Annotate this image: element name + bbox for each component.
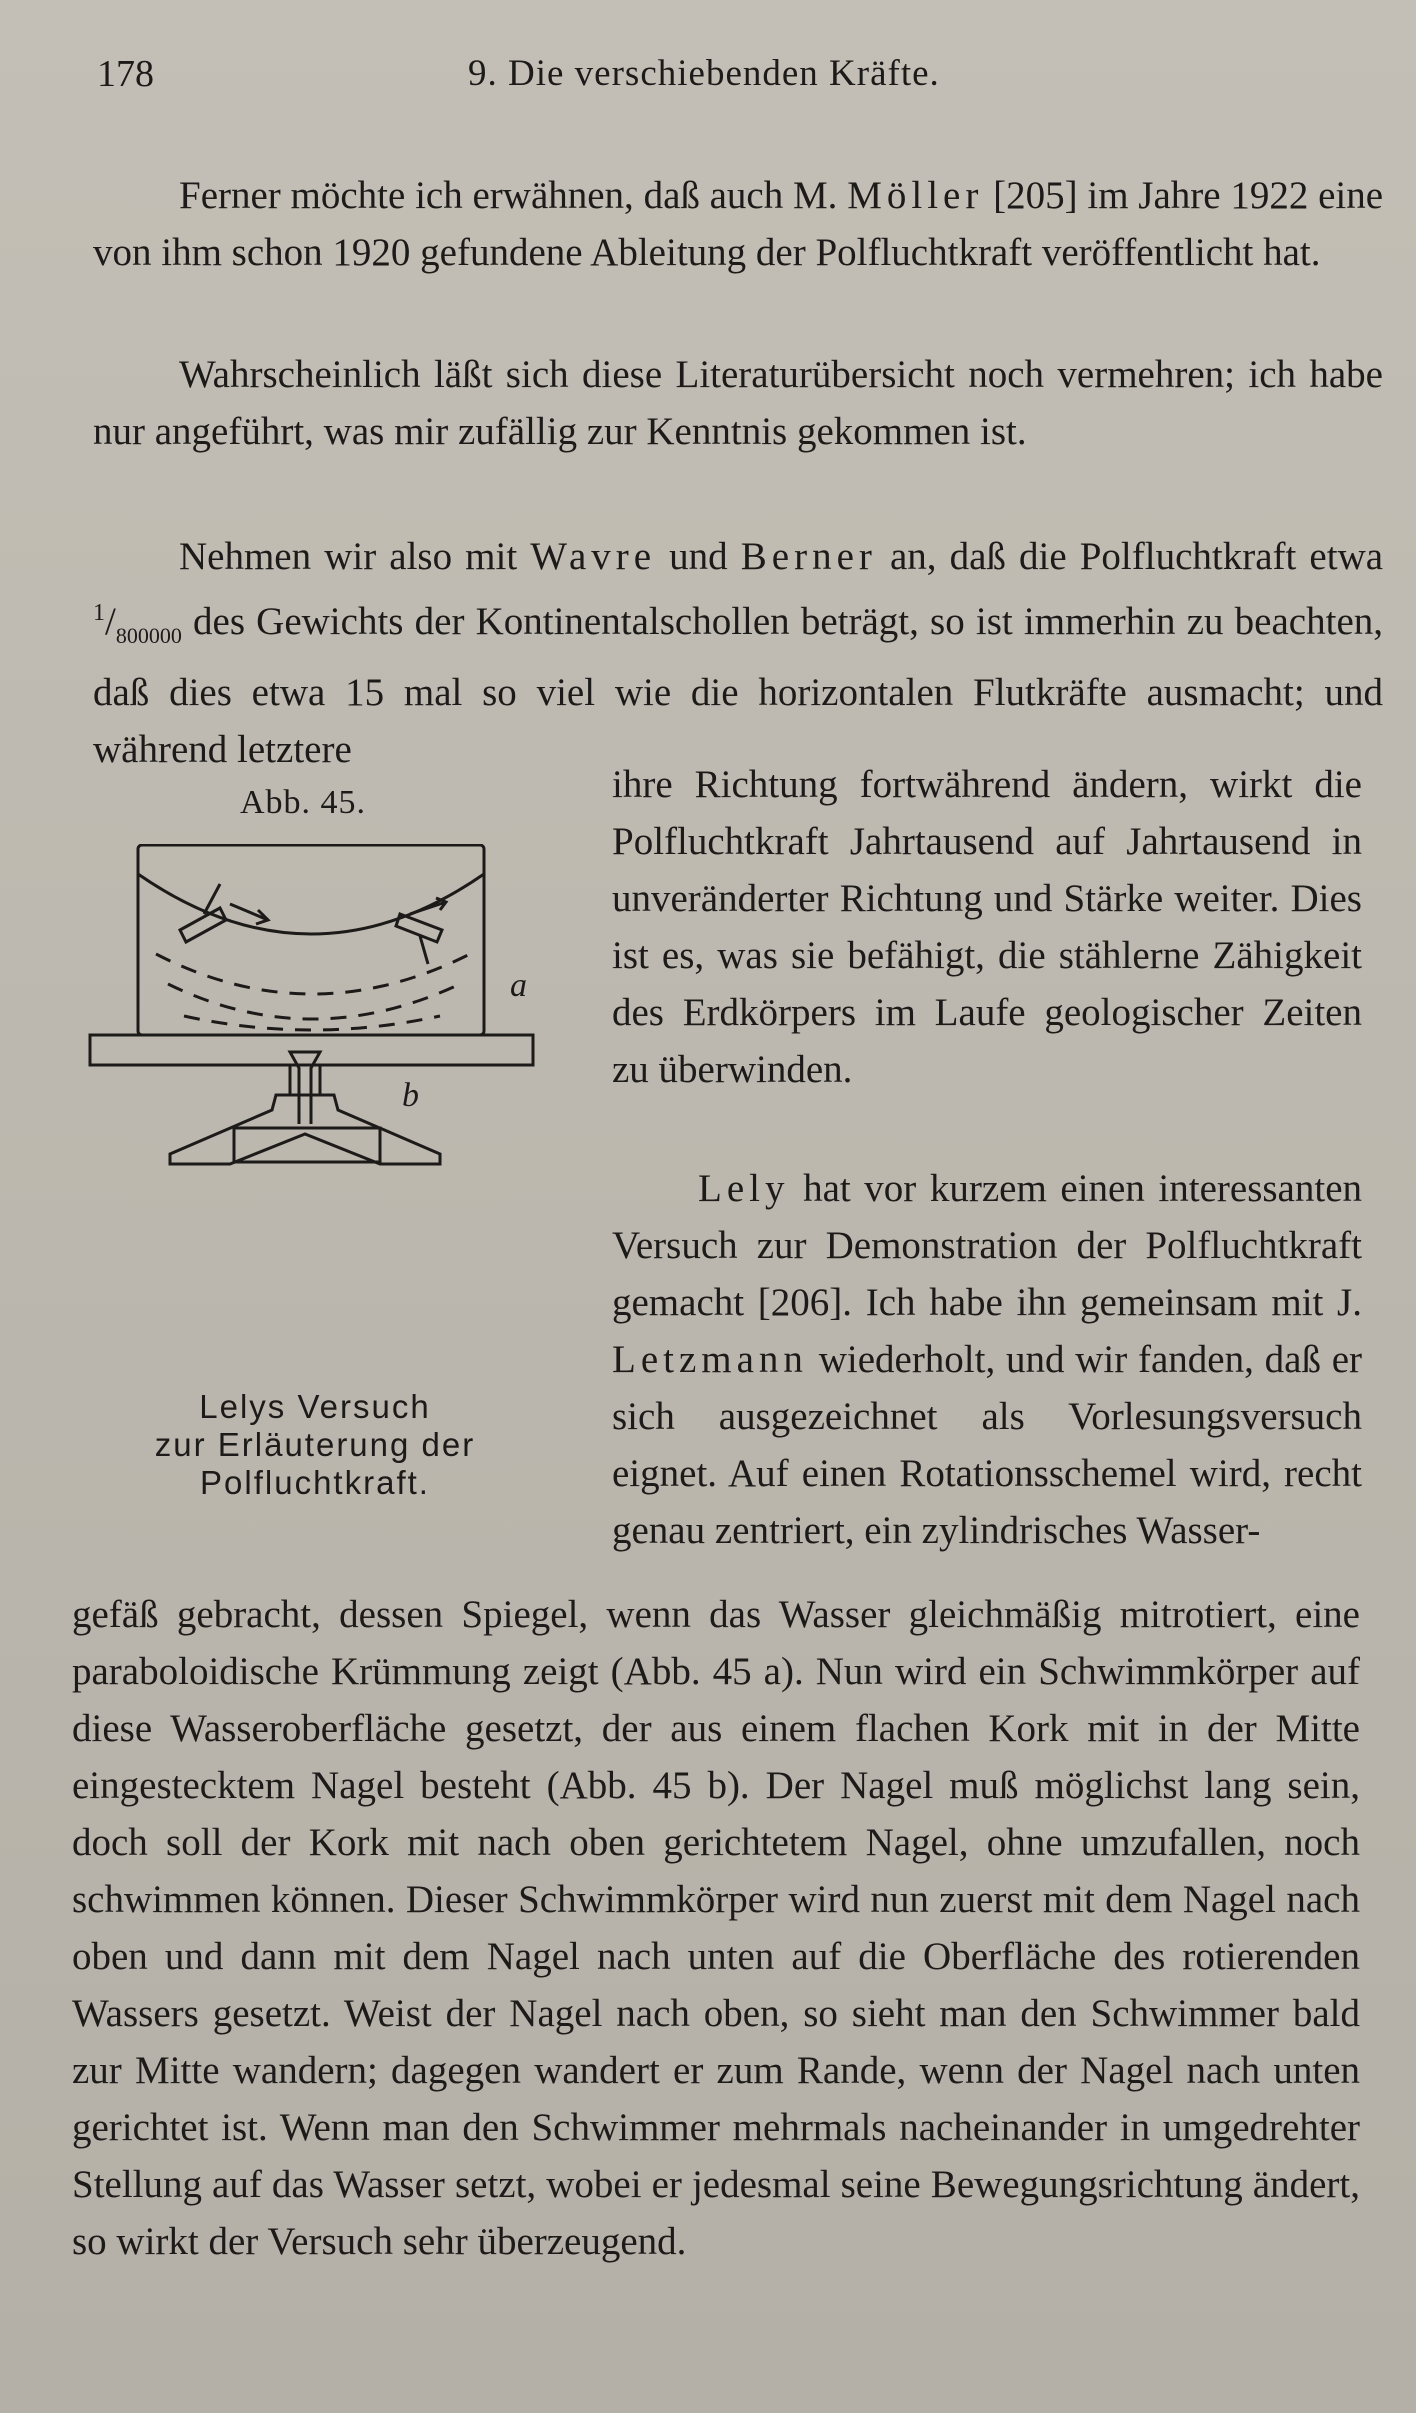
page-number: 178 (97, 53, 154, 95)
author-name-moeller: Möller (847, 174, 984, 217)
author-name-wavre: Wavre (530, 535, 657, 578)
figure-caption: Lelys Versuch zur Erläuterung der Polfluchtkraft. (154, 1388, 476, 1501)
fraction: $^1/_{800000}$ (93, 600, 182, 648)
water-dashes (156, 954, 470, 1030)
cork-body (234, 1128, 380, 1162)
page-header (0, 52, 1416, 112)
nail-down (420, 936, 428, 964)
author-name-letzmann: Letzmann (612, 1338, 808, 1381)
paragraph-polflucht-wrap: ihre Richtung fortwährend ändern, wirkt die Polfluchtkraft Jahrtausend auf Jahrtausend in unveränderter Richtung und Stärke weiter. Dies ist es, was sie befähigt, die stählerne Zähigkeit des Erdkörpers im Laufe geologischer Zeiten zu überwinden. (612, 763, 1362, 1091)
arrow-left (230, 904, 268, 924)
stool-column (290, 1065, 320, 1095)
figure-label-a: a (510, 967, 527, 1004)
paragraph-lely-continued: gefäß gebracht, dessen Spiegel, wenn das Wasser gleichmäßig mitrotiert, eine paraboloidische Krümmung zeigt (Abb. 45 a). Nun wird ein Schwimmkörper auf diese Wasseroberfläche gesetzt, der aus einem flachen Kork mit in der Mitte eingestecktem Nagel besteht (Abb. 45 b). Der Nagel muß möglichst lang sein, doch soll der Kork mit nach oben gerichtetem Nagel, ohne umzufallen, noch schwimmen können. Dieser Schwimmkörper wird nun zuerst mit dem Nagel nach oben und dann mit dem Nagel nach unten auf die Oberfläche des rotierenden Wassers gesetzt. Weist der Nagel nach oben, so sieht man den Schwimmer bald zur Mitte wandern; dagegen wandert er zum Rande, wenn der Nagel nach unten gerichtet ist. Wenn man den Schwimmer mehrmals nacheinander in umgedrehter Stellung auf das Wasser setzt, wobei er jedesmal seine Bewegungsrichtung ändert, so wirkt der Versuch sehr überzeugend. (72, 1593, 1360, 2263)
figure-45 (80, 784, 550, 1524)
stool-seat (90, 1035, 533, 1065)
paragraph-moeller: Ferner möchte ich erwähnen, daß auch M. Möller [205] im Jahre 1922 eine von ihm schon 1920 gefundene Ableitung der Polfluchtkraft veröffentlicht hat. (93, 174, 1384, 274)
paragraph-lely: Lely hat vor kurzem einen interessanten Versuch zur Demonstration der Polfluchtkraft gemacht [206]. Ich habe ihn gemeinsam mit J. Letzmann wiederholt, und wir fanden, daß er sich ausgezeichnet als Vorlesungsversuch eignet. Auf einen Rotationsschemel wird, recht genau zentriert, ein zylindrisches Wasser- (612, 1167, 1363, 1552)
author-name-berner: Berner (740, 535, 877, 578)
paragraph-polflucht: Nehmen wir also mit Wavre und Berner an, daß die Polfluchtkraft etwa $^1/_{800000}$ des Gewichts der Kontinentalschollen beträgt, so ist immerhin zu beachten, daß dies etwa 15 mal so viel wie die horizontalen Flutkräfte ausmacht; und während letztere (93, 535, 1384, 771)
cork-nail (290, 1052, 320, 1124)
paragraph-literature: Wahrscheinlich läßt sich diese Literaturübersicht noch vermehren; ich habe nur angeführt, was mir zufällig zur Kenntnis gekommen ist. (93, 353, 1383, 453)
figure-title: Abb. 45. (240, 784, 367, 821)
figure-label-b: b (402, 1077, 419, 1114)
running-head: 9. Die verschiebenden Kräfte. (468, 53, 940, 94)
figure-drawing (80, 844, 550, 1384)
author-name-lely: Lely (698, 1167, 790, 1210)
